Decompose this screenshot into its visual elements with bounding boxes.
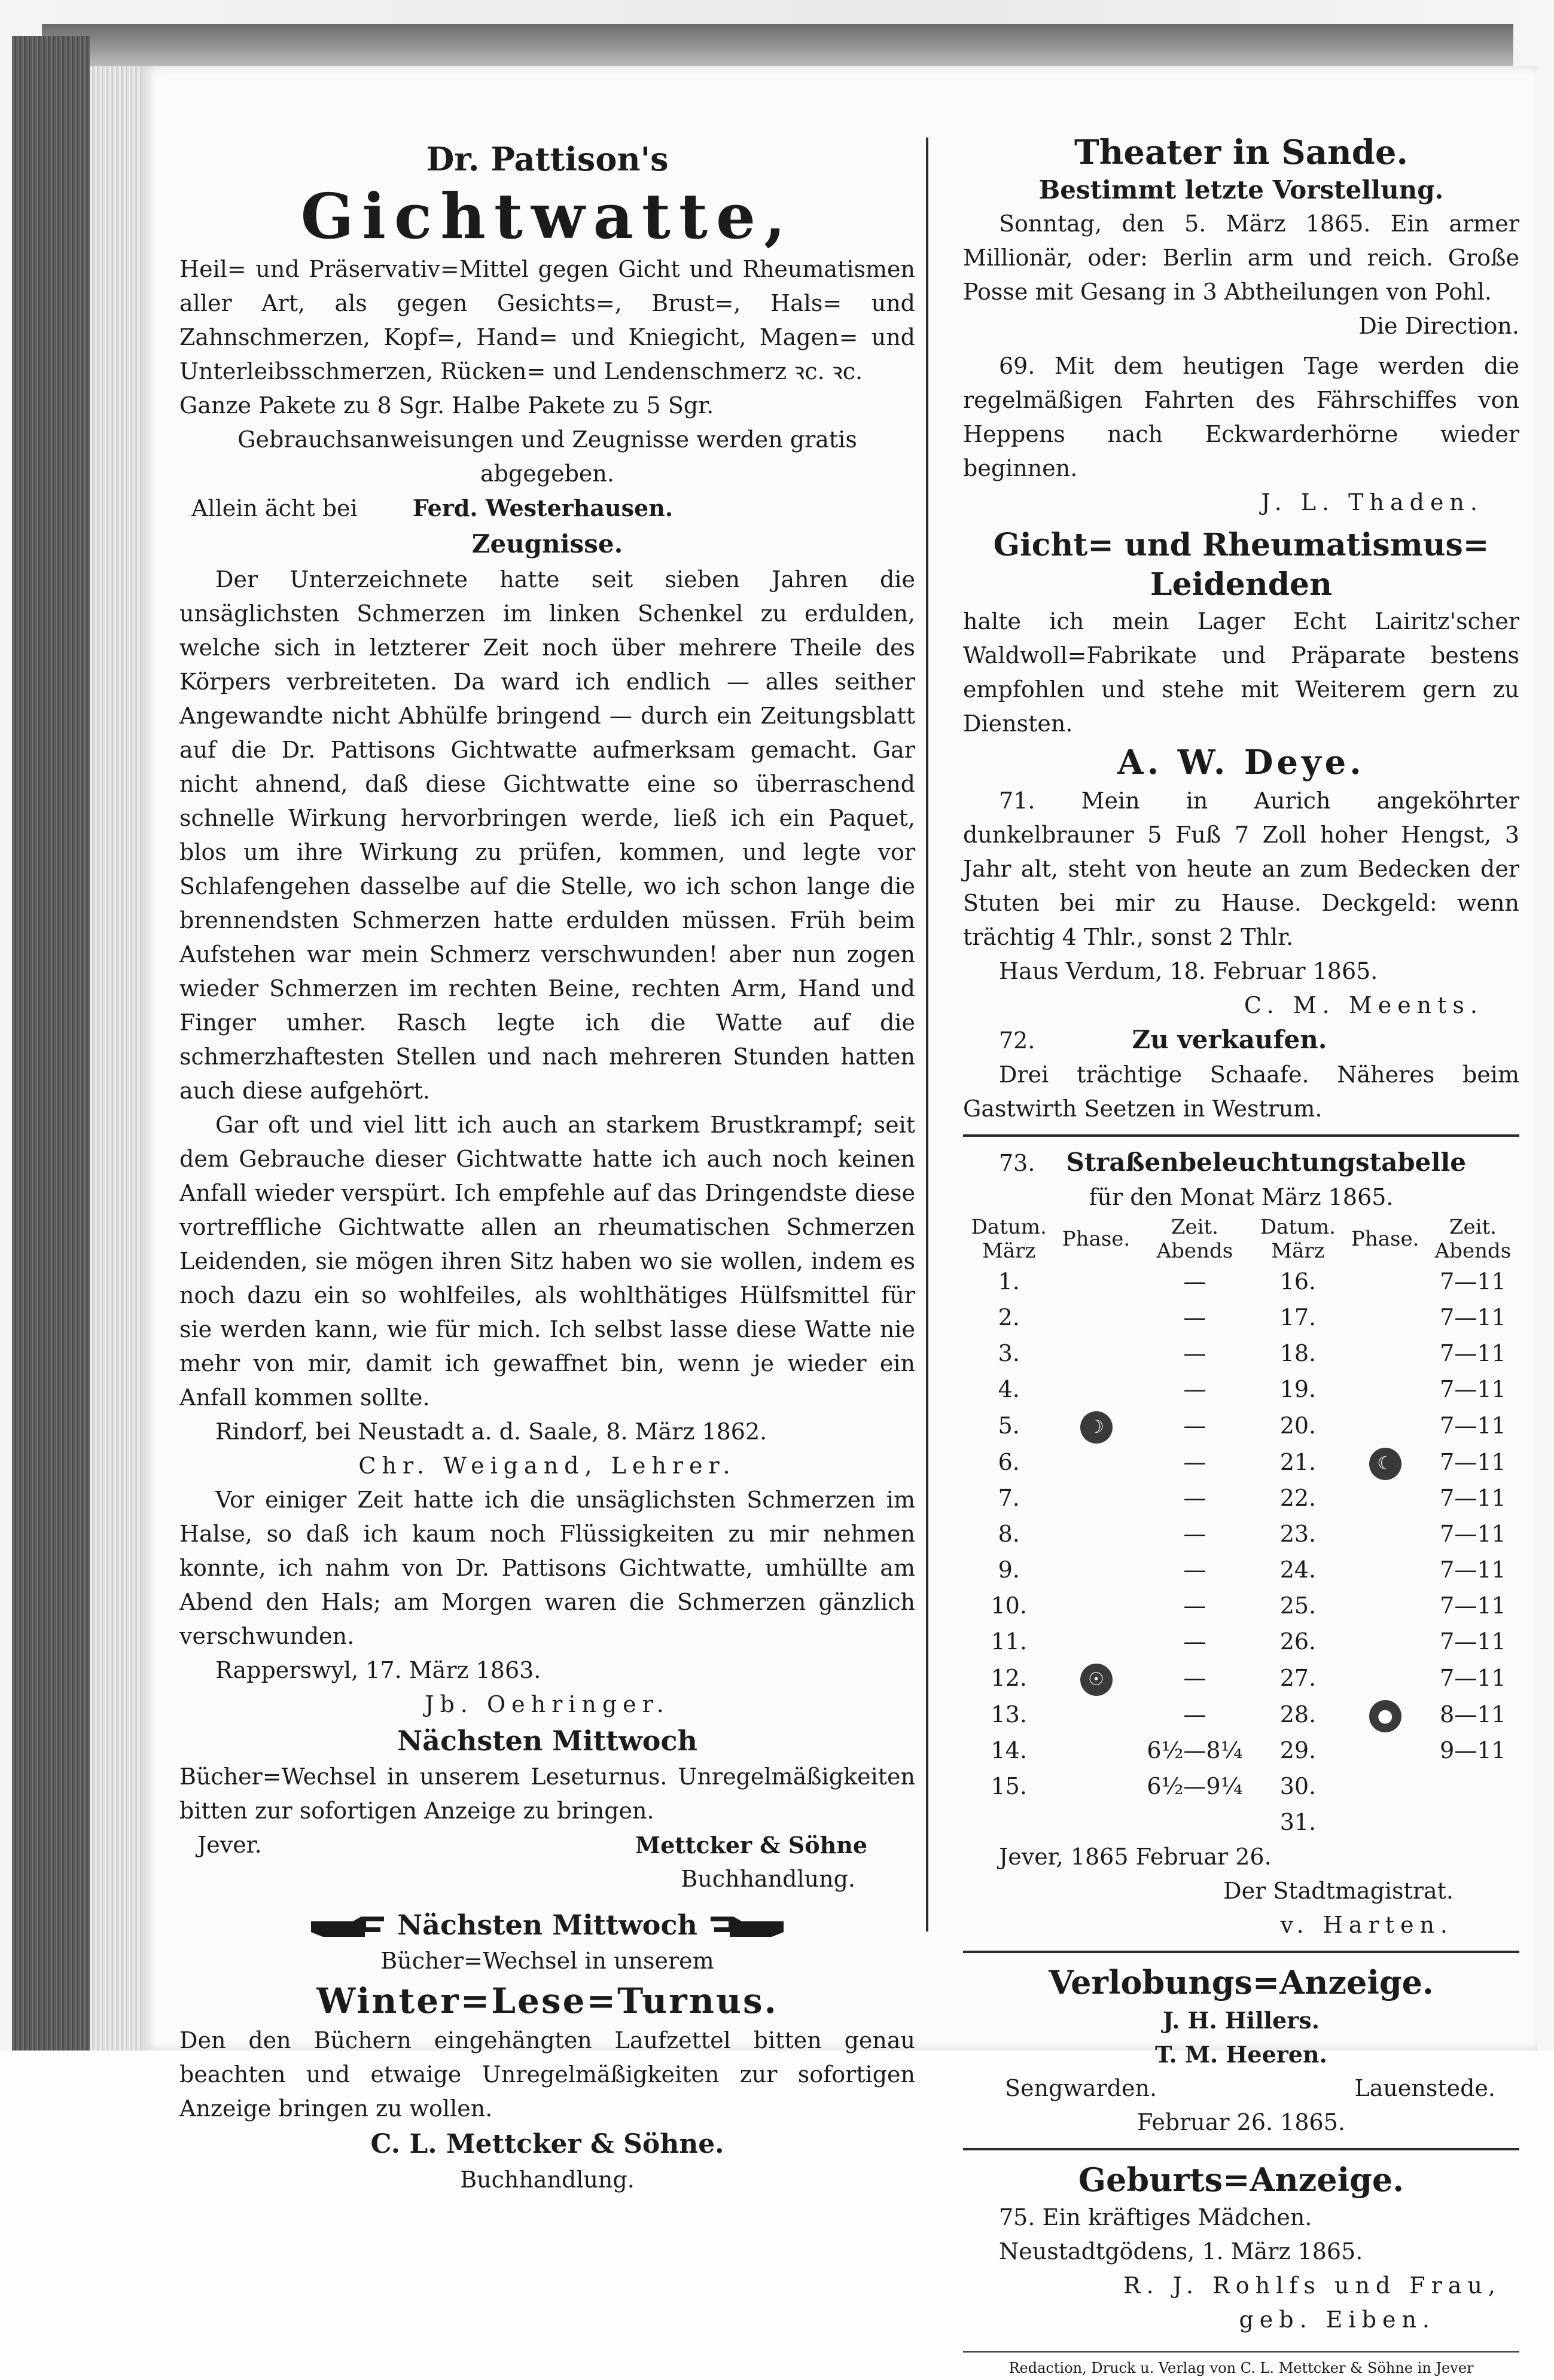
time-cell: 7—11 (1440, 1521, 1506, 1547)
date-cell: 22. (1279, 1485, 1317, 1511)
date-cell: 10. (991, 1592, 1027, 1619)
lights-table-section (963, 1145, 1519, 1942)
gichtwatte-ad (179, 138, 915, 1722)
column-divider (926, 138, 928, 1932)
gicht-heading-1: Gicht= und Rheumatismus= (993, 527, 1489, 563)
lights-title-line (963, 1145, 1519, 1180)
date-cell: 29. (1279, 1737, 1317, 1763)
lights-row (963, 1588, 1519, 1624)
time-cell: — (1183, 1412, 1206, 1439)
lights-row (963, 1371, 1519, 1407)
ad-seller-line (179, 491, 915, 526)
phase-cell (1344, 1624, 1427, 1659)
ad-seller: Ferd. Westerhausen. (412, 495, 674, 521)
date-cell: 4. (998, 1376, 1020, 1402)
date-cell: 9. (998, 1557, 1020, 1583)
imprint-rule (963, 2351, 1519, 2352)
verlobung-date: Februar 26. 1865. (1137, 2109, 1345, 2135)
lights-row (963, 1804, 1519, 1840)
phase-cell (1055, 1732, 1137, 1768)
mittwoch-ad-2 (179, 1906, 915, 2197)
time-cell: — (1183, 1557, 1206, 1583)
pointing-hand-right-icon (310, 1914, 388, 1940)
header-phase-2: Phase. (1351, 1227, 1419, 1251)
date-cell: 25. (1279, 1592, 1317, 1619)
section-rule-2 (963, 1951, 1519, 1953)
phase-cell (1055, 1804, 1137, 1840)
phase-cell (1344, 1299, 1427, 1335)
date-cell: 24. (1279, 1557, 1317, 1583)
ferry-sign: J. L. Thaden. (1261, 489, 1483, 515)
date-cell: 27. (1279, 1664, 1317, 1691)
hengst-ad (963, 784, 1519, 1023)
verkaufen-heading-line (963, 1023, 1519, 1058)
date-cell: 5. (998, 1412, 1020, 1439)
mittwoch-body-1: Bücher=Wechsel in unserem Leseturnus. Unregelmäßigkeiten bitten zur sofortigen Anzeige zu bringen. (179, 1763, 915, 1824)
time-cell: 7—11 (1440, 1592, 1506, 1619)
testimonial-2: Vor einiger Zeit hatte ich die unsäglichsten Schmerzen im Halse, so daß ich kaum noch Flüssigkeiten zu mir nehmen konnte, ich nahm von Dr. Pattisons Gichtwatte, umhüllte am Abend den Hals; am Morgen waren die Schmerzen gänzlich verschwunden. (179, 1487, 915, 1649)
geburt-sign-1: R. J. Rohlfs und Frau, (1123, 2272, 1501, 2299)
geburt-sign-2: geb. Eiben. (1239, 2306, 1436, 2333)
date-cell: 21. (1279, 1448, 1317, 1475)
time-cell: 7—11 (1440, 1628, 1506, 1655)
testimonial-1b: Gar oft und viel litt ich auch an starkem Brustkrampf; seit dem Gebrauche dieser Gichtwatte hatte ich auch noch keinen Anfall wieder verspürt. Ich empfehle auf das Dringendste diese vortreffliche Gichtwatte allen an rheumatischen Schmerzen Leidenden, sie mögen ihren Sitz haben wo sie wollen, indem es noch dazu ein so wohlfeiles, als wohlthätiges Hülfsmittel für sie werden kann, wie für mich. Ich selbst lasse diese Watte nie mehr von mir, damit ich gewaffnet bin, wenn je wieder ein Anfall kommen sollte. (179, 1112, 915, 1411)
time-cell (1427, 1804, 1519, 1840)
verkaufen-ad (963, 1023, 1519, 1126)
lights-row (963, 1299, 1519, 1335)
time-cell: 7—11 (1440, 1448, 1506, 1475)
date-cell: 20. (1279, 1412, 1317, 1439)
phase-cell (1055, 1480, 1137, 1516)
mittwoch-body-2: Den den Büchern eingehängten Laufzettel bitten genau beachten und etwaige Unregelmäßigkeiten zur sofortigen Anzeige bringen zu wollen. (179, 2027, 915, 2122)
date-cell: 30. (1279, 1773, 1317, 1799)
time-cell: 7—11 (1440, 1340, 1506, 1366)
time-cell: 8—11 (1440, 1701, 1506, 1728)
ad-brand: Dr. Pattison's (426, 140, 669, 178)
verlobung-heading: Verlobungs=Anzeige. (1049, 1963, 1434, 2001)
mittwoch-heading-2: Nächsten Mittwoch (397, 1909, 697, 1941)
verkaufen-heading: Zu verkaufen. (1132, 1025, 1327, 1054)
theater-body: Sonntag, den 5. März 1865. Ein armer Millionär, oder: Berlin arm und reich. Große Posse mit Gesang in 3 Abtheilungen von Pohl. (963, 210, 1519, 305)
imprint: Redaction, Druck u. Verlag von C. L. Mettcker & Söhne in Jever (1008, 2360, 1474, 2376)
time-cell: 7—11 (1440, 1376, 1506, 1402)
phase-cell (1055, 1407, 1137, 1444)
pointing-hand-left-icon (707, 1914, 785, 1940)
date-cell: 16. (1279, 1268, 1317, 1295)
page-edges (90, 66, 144, 2051)
lights-row (963, 1768, 1519, 1804)
time-cell: — (1183, 1701, 1206, 1728)
verkaufen-num: 72. (999, 1027, 1035, 1054)
verlobung-place-1: Sengwarden. (1005, 2075, 1157, 2101)
phase-cell (1344, 1371, 1427, 1407)
verlobung-ad (963, 1961, 1519, 2140)
lights-row (963, 1696, 1519, 1732)
moon-phase-icon: ☉ (1080, 1664, 1113, 1696)
phase-cell (1344, 1588, 1427, 1624)
theater-sign: Die Direction. (1358, 313, 1519, 339)
theater-title: Theater in Sande. (1074, 133, 1408, 172)
phase-cell (1055, 1696, 1137, 1732)
geburt-body: 75. Ein kräftiges Mädchen. (999, 2204, 1312, 2231)
geburt-heading: Geburts=Anzeige. (1078, 2161, 1404, 2199)
phase-cell (1055, 1371, 1137, 1407)
time-cell: 6½—8¼ (1147, 1737, 1243, 1763)
time-cell: 7—11 (1440, 1485, 1506, 1511)
lights-table-body (963, 1264, 1519, 1840)
verlobung-places (963, 2071, 1519, 2106)
time-cell: 7—11 (1440, 1412, 1506, 1439)
lights-title: Straßenbeleuchtungstabelle (1066, 1148, 1467, 1177)
phase-cell (1344, 1732, 1427, 1768)
book-spine (12, 36, 90, 2051)
date-cell: 11. (991, 1628, 1027, 1655)
time-cell: — (1183, 1340, 1206, 1366)
lights-row (963, 1659, 1519, 1696)
phase-cell (1344, 1552, 1427, 1588)
lights-row (963, 1444, 1519, 1480)
date-cell: 17. (1279, 1304, 1317, 1331)
time-cell (1427, 1768, 1519, 1804)
time-cell: — (1183, 1664, 1206, 1691)
moon-phase-icon: ☾ (1369, 1448, 1401, 1480)
header-zeit: Zeit. Abends (1156, 1215, 1233, 1263)
date-cell: 1. (998, 1268, 1020, 1295)
phase-cell (1055, 1768, 1137, 1804)
date-cell: 8. (998, 1521, 1020, 1547)
geburt-ad (963, 2159, 1519, 2337)
verkaufen-body: Drei trächtige Schaafe. Näheres beim Gastwirth Seetzen in Westrum. (963, 1061, 1519, 1122)
header-datum-2: Datum. März (1260, 1215, 1336, 1263)
phase-cell (1344, 1768, 1427, 1804)
date-cell (963, 1804, 1055, 1840)
time-cell: — (1183, 1521, 1206, 1547)
phase-cell (1055, 1588, 1137, 1624)
phase-cell (1055, 1659, 1137, 1696)
mittwoch-firm-2b: Buchhandlung. (460, 2167, 635, 2193)
lights-table (963, 1215, 1519, 1840)
testimonial-2-place: Rapperswyl, 17. März 1863. (215, 1657, 541, 1683)
mittwoch-firm-2: C. L. Mettcker & Söhne. (370, 2129, 724, 2159)
moon-phase-icon: ● (1369, 1700, 1401, 1732)
phase-cell (1344, 1516, 1427, 1552)
date-cell: 3. (998, 1340, 1020, 1366)
date-cell: 12. (991, 1664, 1027, 1691)
phase-cell (1344, 1335, 1427, 1371)
phase-cell (1055, 1624, 1137, 1659)
lights-row (963, 1480, 1519, 1516)
phase-cell (1055, 1552, 1137, 1588)
date-cell: 28. (1279, 1701, 1317, 1728)
phase-cell (1055, 1264, 1137, 1299)
time-cell: — (1183, 1448, 1206, 1475)
time-cell: 7—11 (1440, 1664, 1506, 1691)
phase-cell (1344, 1444, 1427, 1480)
time-cell (1138, 1804, 1253, 1840)
testimonials-heading: Zeugnisse. (471, 529, 623, 559)
header-datum: Datum. März (971, 1215, 1047, 1263)
section-rule-3 (963, 2148, 1519, 2150)
testimonial-1: Der Unterzeichnete hatte seit sieben Jahren die unsäglichsten Schmerzen im linken Schenkel zu erdulden, welche sich in letzterer Zeit noch über mehrere Theile des Körpers verbreiteten. Da ward ich endlich — alles seither Angewandte nicht Abhülfe bringend — durch ein Zeitungsblatt auf die Dr. Pattisons Gichtwatte aufmerksam gemacht. Gar nicht ahnend, daß diese Gichtwatte eine so überraschend schnelle Wirkung hervorbringen werde, ließ ich ein Paquet, blos um ihre Wirkung zu prüfen, kommen, und legte vor Schlafengehen dasselbe auf die Stelle, wo ich schon lange die brennendsten Schmerzen hatte erdulden müssen. Früh beim Aufstehen war mein Schmerz verschwunden! aber nun zogen wieder Schmerzen im rechten Beine, rechten Arm, Hand und Finger umher. Rasch legte ich die Watte auf die schmerzhaftesten Stellen und nach mehreren Stunden hatten auch diese aufgehört. (179, 566, 915, 1104)
date-cell: 7. (998, 1485, 1020, 1511)
lights-num: 73. (999, 1150, 1035, 1176)
hengst-body: 71. Mein in Aurich angeköhrter dunkelbrauner 5 Fuß 7 Zoll hoher Hengst, 3 Jahr alt, steht von heute an zum Bedecken der Stuten bei mir zu Hause. Deckgeld: wenn trächtig 4 Thlr., sonst 2 Thlr. (963, 788, 1519, 950)
time-cell: 7—11 (1440, 1557, 1506, 1583)
time-cell: 7—11 (1440, 1268, 1506, 1295)
hengst-sign: C. M. Meents. (1244, 992, 1483, 1018)
phase-cell (1055, 1299, 1137, 1335)
mittwoch-title-2: Winter=Lese=Turnus. (316, 1981, 778, 2021)
phase-cell (1344, 1804, 1427, 1840)
time-cell: 6½—9¼ (1147, 1773, 1243, 1799)
header-zeit-2: Zeit. Abends (1434, 1215, 1512, 1263)
lights-place: Jever, 1865 Februar 26. (999, 1844, 1272, 1870)
date-cell: 26. (1279, 1628, 1317, 1655)
lights-row (963, 1407, 1519, 1444)
lights-sign-2: v. Harten. (1280, 1912, 1454, 1938)
phase-cell (1344, 1659, 1427, 1696)
mittwoch-firm-1: Mettcker & Söhne (635, 1832, 867, 1859)
date-cell: 31. (1279, 1809, 1317, 1835)
time-cell: — (1183, 1485, 1206, 1511)
date-cell: 6. (998, 1448, 1020, 1475)
ad-body: Heil= und Präservativ=Mittel gegen Gicht und Rheumatismen aller Art, als gegen Gesichts=, Brust=, Hals= und Zahnschmerzen, Kopf=, Hand= und Kniegicht, Magen= und Unterleibsschmerzen, Rücken= und Lendenschmerz ꝛc. ꝛc. (179, 256, 915, 385)
section-rule (963, 1134, 1519, 1137)
ferry-body: 69. Mit dem heutigen Tage werden die regelmäßigen Fahrten des Fährschiffes von Heppens nach Eckwarderhörne wieder beginnen. (963, 353, 1519, 481)
verlobung-name-1: J. H. Hillers. (1163, 2007, 1320, 2034)
time-cell: — (1183, 1592, 1206, 1619)
lights-row (963, 1335, 1519, 1371)
time-cell: 7—11 (1440, 1304, 1506, 1331)
date-cell: 19. (1279, 1376, 1317, 1402)
verlobung-name-2: T. M. Heeren. (1155, 2041, 1327, 2068)
time-cell: — (1183, 1268, 1206, 1295)
ferry-notice (963, 349, 1519, 520)
testimonial-1-place: Rindorf, bei Neustadt a. d. Saale, 8. März 1862. (215, 1418, 767, 1445)
mittwoch-heading-1: Nächsten Mittwoch (397, 1725, 697, 1757)
right-column (963, 72, 1519, 2380)
hengst-place: Haus Verdum, 18. Februar 1865. (999, 958, 1378, 984)
date-cell: 18. (1279, 1340, 1317, 1366)
date-cell: 2. (998, 1304, 1020, 1331)
left-column (179, 72, 915, 2197)
lights-row (963, 1516, 1519, 1552)
header-phase: Phase. (1062, 1227, 1131, 1251)
ad-seller-prefix: Allein ächt bei (191, 495, 358, 521)
time-cell: — (1183, 1304, 1206, 1331)
mittwoch-firm-1b: Buchhandlung. (681, 1866, 855, 1892)
lights-row (963, 1264, 1519, 1299)
testimonial-1-sign: Chr. Weigand, Lehrer. (358, 1453, 736, 1479)
ad-instructions: Gebrauchsanweisungen und Zeugnisse werden gratis abgegeben. (237, 426, 857, 487)
gicht-body: halte ich mein Lager Echt Lairitz'scher Waldwoll=Fabrikate und Präparate bestens empfohlen und stehe mit Weiterem gern zu Diensten. (963, 608, 1519, 737)
phase-cell (1344, 1407, 1427, 1444)
phase-cell (1344, 1264, 1427, 1299)
phase-cell (1055, 1335, 1137, 1371)
mittwoch-footer-1 (179, 1828, 915, 1862)
verlobung-place-2: Lauenstede. (1354, 2075, 1495, 2101)
mittwoch-heading-2-line (179, 1906, 915, 1944)
lights-row (963, 1552, 1519, 1588)
book-top-edge (42, 24, 1513, 66)
time-cell: — (1183, 1628, 1206, 1655)
theater-ad (963, 132, 1519, 343)
phase-cell (1344, 1696, 1427, 1732)
ad-prices: Ganze Pakete zu 8 Sgr. Halbe Pakete zu 5 Sgr. (179, 392, 714, 419)
date-cell: 13. (991, 1701, 1027, 1728)
time-cell: — (1183, 1376, 1206, 1402)
lights-row (963, 1624, 1519, 1659)
lights-header-row (963, 1215, 1519, 1264)
geburt-place: Neustadtgödens, 1. März 1865. (999, 2238, 1363, 2265)
moon-phase-icon: ☽ (1080, 1411, 1113, 1444)
testimonial-2-sign: Jb. Oehringer. (425, 1691, 670, 1717)
ad-title: Gichtwatte, (300, 179, 794, 253)
lights-sign-1: Der Stadtmagistrat. (1223, 1878, 1454, 1904)
gicht-ad (963, 526, 1519, 784)
phase-cell (1055, 1444, 1137, 1480)
mittwoch-ad-1 (179, 1722, 915, 1896)
theater-subtitle: Bestimmt letzte Vorstellung. (1038, 175, 1444, 205)
time-cell: 9—11 (1440, 1737, 1506, 1763)
date-cell: 23. (1279, 1521, 1317, 1547)
phase-cell (1055, 1516, 1137, 1552)
gicht-heading-2: Leidenden (1150, 566, 1332, 603)
mittwoch-line-2: Bücher=Wechsel in unserem (380, 1948, 714, 1974)
lights-row (963, 1732, 1519, 1768)
date-cell: 14. (991, 1737, 1027, 1763)
gicht-sign: A. W. Deye. (1117, 743, 1365, 782)
phase-cell (1344, 1480, 1427, 1516)
mittwoch-place-1: Jever. (197, 1832, 262, 1858)
date-cell: 15. (991, 1773, 1027, 1799)
lights-subtitle: für den Monat März 1865. (1089, 1184, 1394, 1210)
